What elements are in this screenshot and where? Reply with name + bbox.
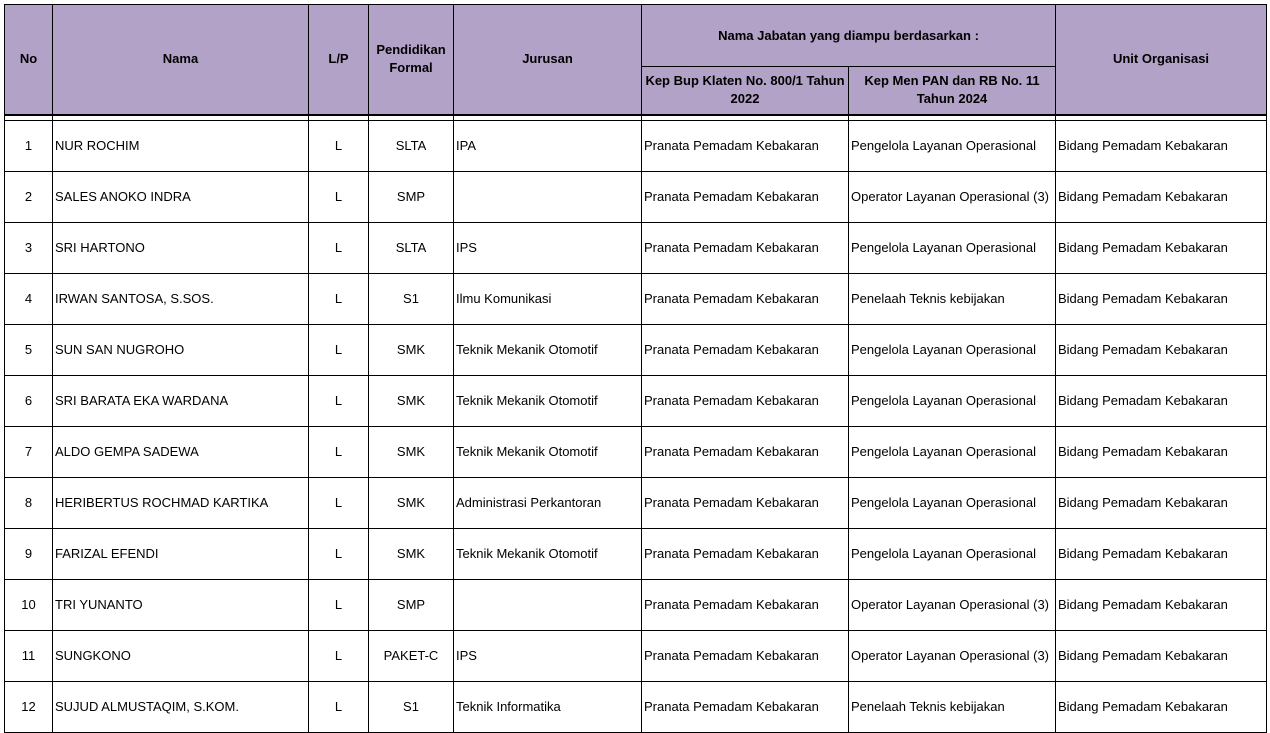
cell-unit: Bidang Pemadam Kebakaran	[1056, 171, 1267, 222]
cell-unit: Bidang Pemadam Kebakaran	[1056, 222, 1267, 273]
cell-kep-men: Pengelola Layanan Operasional	[849, 222, 1056, 273]
cell-lp: L	[309, 375, 369, 426]
cell-jurusan: Teknik Mekanik Otomotif	[454, 528, 642, 579]
table-row	[5, 324, 1267, 375]
cell-pendidikan: SMK	[369, 426, 454, 477]
cell-lp: L	[309, 273, 369, 324]
table-row	[5, 222, 1267, 273]
cell-jurusan: IPS	[454, 222, 642, 273]
cell-lp: L	[309, 171, 369, 222]
cell-nama: NUR ROCHIM	[53, 120, 309, 171]
cell-unit: Bidang Pemadam Kebakaran	[1056, 375, 1267, 426]
cell-pendidikan: SMK	[369, 375, 454, 426]
cell-lp: L	[309, 324, 369, 375]
cell-unit: Bidang Pemadam Kebakaran	[1056, 681, 1267, 732]
cell-kep-men: Operator Layanan Operasional (3)	[849, 579, 1056, 630]
table-row	[5, 426, 1267, 477]
cell-kep-bup: Pranata Pemadam Kebakaran	[642, 375, 849, 426]
cell-nama: IRWAN SANTOSA, S.SOS.	[53, 273, 309, 324]
cell-nama: SRI HARTONO	[53, 222, 309, 273]
cell-lp: L	[309, 477, 369, 528]
cell-jurusan	[454, 171, 642, 222]
cell-pendidikan: SMK	[369, 477, 454, 528]
header-nama: Nama	[53, 5, 309, 115]
cell-lp: L	[309, 579, 369, 630]
cell-jurusan: Administrasi Perkantoran	[454, 477, 642, 528]
cell-pendidikan: SMK	[369, 324, 454, 375]
cell-lp: L	[309, 630, 369, 681]
header-unit-organisasi: Unit Organisasi	[1056, 5, 1267, 115]
cell-no: 2	[5, 171, 53, 222]
table-row	[5, 273, 1267, 324]
table-row	[5, 171, 1267, 222]
cell-nama: FARIZAL EFENDI	[53, 528, 309, 579]
cell-nama: SUNGKONO	[53, 630, 309, 681]
cell-no: 10	[5, 579, 53, 630]
cell-lp: L	[309, 426, 369, 477]
cell-kep-bup: Pranata Pemadam Kebakaran	[642, 426, 849, 477]
cell-jurusan: Teknik Informatika	[454, 681, 642, 732]
cell-lp: L	[309, 120, 369, 171]
table-row	[5, 630, 1267, 681]
cell-jurusan: Ilmu Komunikasi	[454, 273, 642, 324]
header-no: No	[5, 5, 53, 115]
cell-unit: Bidang Pemadam Kebakaran	[1056, 630, 1267, 681]
employee-table-wrapper	[4, 4, 1267, 733]
cell-kep-bup: Pranata Pemadam Kebakaran	[642, 477, 849, 528]
cell-nama: SRI BARATA EKA WARDANA	[53, 375, 309, 426]
cell-nama: TRI YUNANTO	[53, 579, 309, 630]
cell-jurusan: IPA	[454, 120, 642, 171]
table-row	[5, 375, 1267, 426]
cell-jurusan: Teknik Mekanik Otomotif	[454, 375, 642, 426]
cell-pendidikan: S1	[369, 273, 454, 324]
cell-no: 4	[5, 273, 53, 324]
cell-kep-bup: Pranata Pemadam Kebakaran	[642, 681, 849, 732]
cell-kep-men: Operator Layanan Operasional (3)	[849, 171, 1056, 222]
cell-unit: Bidang Pemadam Kebakaran	[1056, 324, 1267, 375]
cell-lp: L	[309, 222, 369, 273]
cell-lp: L	[309, 681, 369, 732]
cell-kep-men: Pengelola Layanan Operasional	[849, 120, 1056, 171]
table-body	[5, 120, 1267, 732]
cell-unit: Bidang Pemadam Kebakaran	[1056, 120, 1267, 171]
cell-nama: SUN SAN NUGROHO	[53, 324, 309, 375]
cell-kep-men: Pengelola Layanan Operasional	[849, 528, 1056, 579]
cell-pendidikan: PAKET-C	[369, 630, 454, 681]
cell-kep-men: Pengelola Layanan Operasional	[849, 477, 1056, 528]
cell-nama: HERIBERTUS ROCHMAD KARTIKA	[53, 477, 309, 528]
cell-pendidikan: SMP	[369, 171, 454, 222]
header-jurusan: Jurusan	[454, 5, 642, 115]
cell-unit: Bidang Pemadam Kebakaran	[1056, 273, 1267, 324]
header-kep-men: Kep Men PAN dan RB No. 11 Tahun 2024	[849, 67, 1056, 115]
table-row	[5, 528, 1267, 579]
cell-pendidikan: S1	[369, 681, 454, 732]
table-row	[5, 579, 1267, 630]
cell-kep-bup: Pranata Pemadam Kebakaran	[642, 528, 849, 579]
table-row	[5, 477, 1267, 528]
cell-kep-bup: Pranata Pemadam Kebakaran	[642, 630, 849, 681]
cell-kep-bup: Pranata Pemadam Kebakaran	[642, 324, 849, 375]
cell-no: 6	[5, 375, 53, 426]
cell-no: 5	[5, 324, 53, 375]
table-row	[5, 120, 1267, 171]
cell-kep-bup: Pranata Pemadam Kebakaran	[642, 579, 849, 630]
header-kep-bup: Kep Bup Klaten No. 800/1 Tahun 2022	[642, 67, 849, 115]
cell-pendidikan: SLTA	[369, 222, 454, 273]
cell-nama: SUJUD ALMUSTAQIM, S.KOM.	[53, 681, 309, 732]
cell-unit: Bidang Pemadam Kebakaran	[1056, 426, 1267, 477]
header-lp: L/P	[309, 5, 369, 115]
table-header	[5, 5, 1267, 121]
cell-lp: L	[309, 528, 369, 579]
cell-no: 12	[5, 681, 53, 732]
cell-jurusan: Teknik Mekanik Otomotif	[454, 426, 642, 477]
cell-kep-men: Pengelola Layanan Operasional	[849, 375, 1056, 426]
cell-unit: Bidang Pemadam Kebakaran	[1056, 477, 1267, 528]
cell-no: 11	[5, 630, 53, 681]
cell-kep-men: Penelaah Teknis kebijakan	[849, 681, 1056, 732]
cell-pendidikan: SMK	[369, 528, 454, 579]
cell-kep-men: Pengelola Layanan Operasional	[849, 426, 1056, 477]
cell-kep-bup: Pranata Pemadam Kebakaran	[642, 222, 849, 273]
cell-kep-bup: Pranata Pemadam Kebakaran	[642, 171, 849, 222]
cell-jurusan: Teknik Mekanik Otomotif	[454, 324, 642, 375]
cell-kep-men: Pengelola Layanan Operasional	[849, 324, 1056, 375]
cell-unit: Bidang Pemadam Kebakaran	[1056, 579, 1267, 630]
employee-table	[4, 4, 1267, 733]
cell-unit: Bidang Pemadam Kebakaran	[1056, 528, 1267, 579]
header-pendidikan-formal: Pendidikan Formal	[369, 5, 454, 115]
cell-no: 1	[5, 120, 53, 171]
cell-kep-bup: Pranata Pemadam Kebakaran	[642, 273, 849, 324]
cell-no: 3	[5, 222, 53, 273]
cell-kep-men: Penelaah Teknis kebijakan	[849, 273, 1056, 324]
cell-kep-bup: Pranata Pemadam Kebakaran	[642, 120, 849, 171]
cell-no: 7	[5, 426, 53, 477]
cell-jurusan	[454, 579, 642, 630]
cell-nama: SALES ANOKO INDRA	[53, 171, 309, 222]
table-row	[5, 681, 1267, 732]
cell-nama: ALDO GEMPA SADEWA	[53, 426, 309, 477]
cell-kep-men: Operator Layanan Operasional (3)	[849, 630, 1056, 681]
cell-jurusan: IPS	[454, 630, 642, 681]
cell-no: 8	[5, 477, 53, 528]
header-jabatan-group: Nama Jabatan yang diampu berdasarkan :	[642, 5, 1056, 67]
cell-pendidikan: SMP	[369, 579, 454, 630]
cell-pendidikan: SLTA	[369, 120, 454, 171]
cell-no: 9	[5, 528, 53, 579]
